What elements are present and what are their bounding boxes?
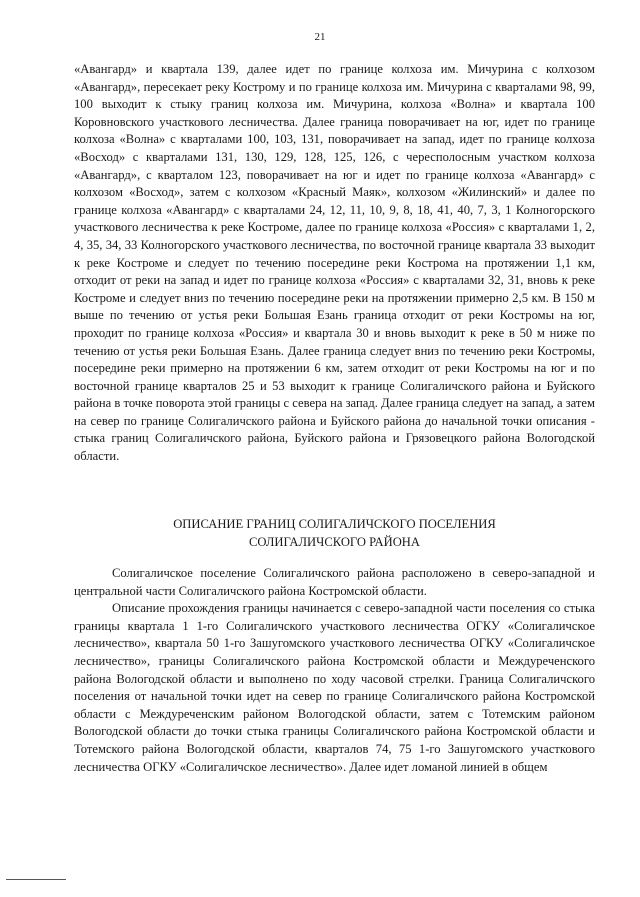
- paragraph-location: Солигаличское поселение Солигаличского района расположено в северо-западной и центральной части Солигаличского района Костромской области.: [74, 566, 595, 598]
- body-text-upper: [74, 61, 595, 466]
- heading-line-1: ОПИСАНИЕ ГРАНИЦ СОЛИГАЛИЧСКОГО ПОСЕЛЕНИЯ: [173, 517, 496, 531]
- body-text-lower: [74, 565, 595, 776]
- footnote-rule: [6, 879, 66, 880]
- section-heading: [74, 516, 595, 551]
- paragraph-description: Описание прохождения границы начинается с северо-западной части поселения со стыка границы квартала 1 1-го Солигаличского участкового лесничества ОГКУ «Солигаличское лесничество», квартала 50 1-го Зашугомского участкового лесничества ОГКУ «Солигаличское лесничество», границы Солигаличского района Костромской области и Междуреченского района Вологодской области и выполнено по ходу часовой стрелки. Граница Солигаличского поселения от начальной точки идет на север по границе Солигаличского района Костромской области с Междуреченским районом Вологодской области, затем с Тотемским районом Вологодской области до точки стыка границы Солигаличского района Костромской области и Тотемского района Вологодской области, кварталов 74, 75 1-го Зашугомского участкового лесничества ОГКУ «Солигаличское лесничество». Далее идет ломаной линией в общем: [74, 601, 595, 774]
- paragraph-boundary-continuation: «Авангард» и квартала 139, далее идет по границе колхоза им. Мичурина с колхозом «Авангард», пересекает реку Кострому и по границе колхоза им. Мичурина с кварталами 98, 99, 100 выходит к стыку границ колхоза им. Мичурина, колхоза «Волна» и квартала 100 Коровновского участкового лесничества. Далее граница поворачивает на юг, идет по границе колхоза «Волна» с кварталами 100, 103, 131, поворачивает на запад, идет по границе колхоза «Восход» с кварталами 131, 130, 129, 128, 125, 126, с чересполосным участком колхоза «Авангард», с кварталом 123, поворачивает на юг и идет по границе колхоза «Авангард» с колхозом «Восход», затем с колхозом «Красный Маяк», колхозом «Жилинский» и далее по границе колхоза «Авангард» с кварталами 24, 12, 11, 10, 9, 8, 18, 41, 40, 7, 3, 1 Колногорского участкового лесничества к реке Костроме, далее по границе колхоза «Россия» с кварталами 1, 2, 4, 35, 34, 33 Колногорского участкового лесничества, по восточной границе квартала 33 выходит к реке Костроме и следует по течению посередине реки Кострома на протяжении 1,1 км, отходит от реки на запад и идет по границе колхоза «Россия» с кварталами 32, 31, вновь к реке Костроме и следует вниз по течению посередине реки на протяжении примерно 2,5 км. В 150 м выше по течению от устья реки Большая Езань граница отходит от реки Костромы на юг, проходит по границе колхоза «Россия» и квартала 30 и вновь выходит к реке в 50 м ниже по течению от устья реки Большая Езань. Далее граница следует вниз по течению реки Костромы, посередине реки примерно на протяжении 6 км, затем отходит от реки Костромы на юг и по восточной границе кварталов 25 и 53 выходит к границе Солигаличского района и Буйского района в точке поворота этой границы с севера на запад. Далее граница следует на запад, а затем на север по границе Солигаличского района и Буйского района до начальной точки описания - стыка границ Солигаличского района, Буйского района и Грязовецкого района Вологодской области.: [74, 62, 595, 464]
- heading-line-2: СОЛИГАЛИЧСКОГО РАЙОНА: [249, 534, 420, 549]
- page-number: 21: [314, 31, 326, 43]
